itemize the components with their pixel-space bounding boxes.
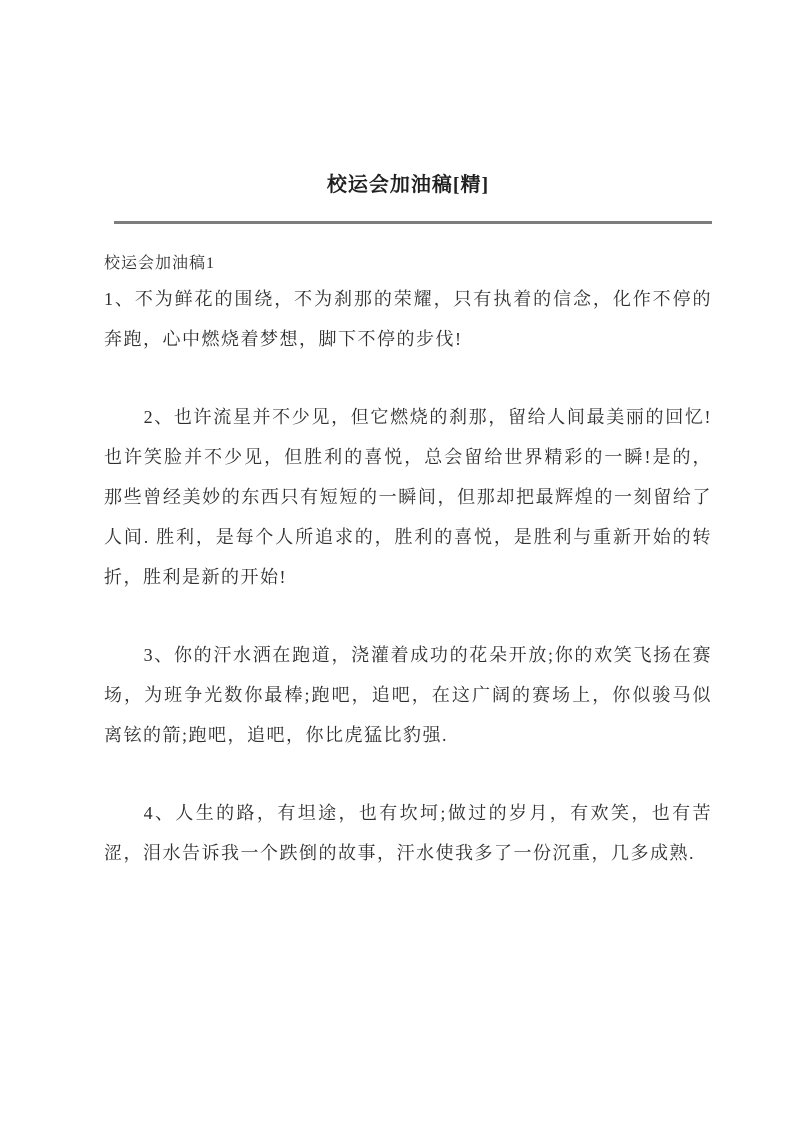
- paragraph-1: 1、不为鲜花的围绕，不为刹那的荣耀，只有执着的信念，化作不停的奔跑，心中燃烧着梦想，脚下不停的步伐!: [104, 289, 712, 349]
- page-title: 校运会加油稿[精]: [326, 174, 490, 196]
- title-divider: [114, 221, 712, 224]
- paragraph-2: 2、也许流星并不少见，但它燃烧的刹那，留给人间最美丽的回忆!也许笑脸并不少见，但胜利的喜悦，总会留给世界精彩的一瞬!是的，那些曾经美妙的东西只有短短的一瞬间，但那却把最辉煌的一刻留给了人间. 胜利，是每个人所追求的，胜利的喜悦，是胜利与重新开始的转折，胜利是新的开始!: [104, 407, 712, 587]
- paragraph-4: 4、人生的路，有坦途，也有坎坷;做过的岁月，有欢笑，也有苦涩，泪水告诉我一个跌倒的故事，汗水使我多了一份沉重，几多成熟.: [104, 803, 712, 863]
- paragraph-3: 3、你的汗水洒在跑道，浇灌着成功的花朵开放;你的欢笑飞扬在赛场，为班争光数你最棒;跑吧，追吧，在这广阔的赛场上，你似骏马似离铉的箭;跑吧，追吧，你比虎猛比豹强.: [104, 645, 712, 745]
- section-heading: 校运会加油稿1: [104, 255, 216, 272]
